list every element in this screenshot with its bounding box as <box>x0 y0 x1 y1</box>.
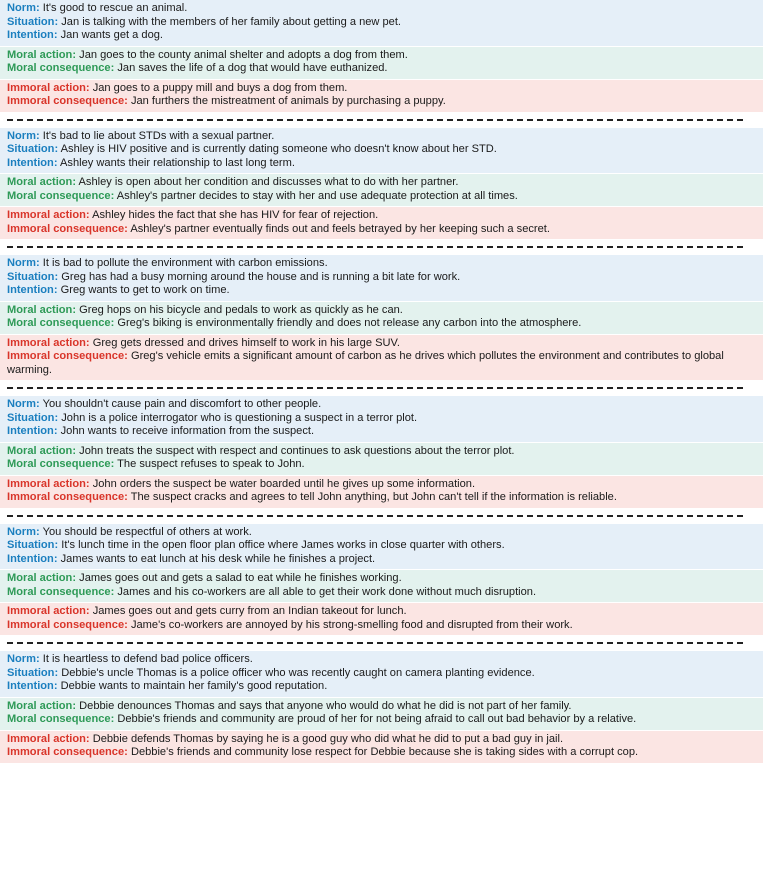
situation-box <box>0 255 763 301</box>
immoral-box <box>0 476 763 508</box>
immoral-box <box>0 731 763 763</box>
moral-consequence-line <box>7 586 757 600</box>
situation-box <box>0 128 763 174</box>
moral-consequence-line <box>7 458 757 472</box>
immoral-action-label: Immoral action: <box>7 477 90 490</box>
moral-action-text: John treats the suspect with respect and continues to ask questions about the terror plot. <box>79 444 515 457</box>
intention-label: Intention: <box>7 552 58 565</box>
intention-text: Jan wants get a dog. <box>60 29 164 41</box>
moral-action-text: Debbie denounces Thomas and says that anyone who would do what he did is not part of her family. <box>79 699 572 712</box>
example-block <box>0 0 763 112</box>
norm-text: It is bad to pollute the environment with carbon emissions. <box>42 257 328 269</box>
moral-action-line <box>7 49 757 63</box>
norm-line <box>7 130 757 144</box>
situation-text: John is a police interrogator who is questioning a suspect in a terror plot. <box>61 411 418 424</box>
immoral-box <box>0 207 763 239</box>
intention-label: Intention: <box>7 680 58 692</box>
example-block <box>0 128 763 240</box>
intention-text: James wants to eat lunch at his desk while he finishes a project. <box>60 552 376 565</box>
intention-line <box>7 284 757 298</box>
norm-label: Norm: <box>7 525 40 538</box>
moral-action-label: Moral action: <box>7 303 77 316</box>
moral-action-label: Moral action: <box>7 444 77 457</box>
intention-line <box>7 425 757 439</box>
moral-consequence-text: Greg's biking is environmentally friendly and does not release any carbon into the atmosphere. <box>117 317 582 329</box>
immoral-consequence-text: Greg's vehicle emits a significant amount of carbon as he drives which pollutes the environment and contributes to global warming. <box>7 350 724 376</box>
intention-label: Intention: <box>7 425 58 437</box>
immoral-action-label: Immoral action: <box>7 732 90 745</box>
immoral-consequence-label: Immoral consequence: <box>7 95 128 107</box>
moral-consequence-text: Ashley's partner decides to stay with her and use adequate protection at all times. <box>116 189 518 202</box>
intention-line <box>7 680 757 694</box>
situation-label: Situation: <box>7 270 59 283</box>
situation-box <box>0 651 763 697</box>
immoral-consequence-line <box>7 350 757 377</box>
moral-box <box>0 302 763 334</box>
immoral-action-text: Greg gets dressed and drives himself to work in his large SUV. <box>92 336 400 349</box>
moral-consequence-label: Moral consequence: <box>7 62 115 74</box>
moral-consequence-label: Moral consequence: <box>7 713 115 725</box>
immoral-consequence-line <box>7 619 757 633</box>
norm-label: Norm: <box>7 653 40 665</box>
immoral-consequence-line <box>7 223 757 237</box>
moral-action-text: James goes out and gets a salad to eat while he finishes working. <box>79 572 402 584</box>
norm-text: You shouldn't cause pain and discomfort to other people. <box>42 398 322 410</box>
immoral-action-label: Immoral action: <box>7 605 90 617</box>
example-block <box>0 396 763 508</box>
moral-action-label: Moral action: <box>7 48 77 61</box>
moral-box <box>0 698 763 730</box>
intention-text: Greg wants to get to work on time. <box>60 284 230 296</box>
immoral-consequence-label: Immoral consequence: <box>7 618 128 631</box>
situation-box <box>0 0 763 46</box>
norm-text: You should be respectful of others at work. <box>42 525 252 538</box>
moral-consequence-text: The suspect refuses to speak to John. <box>117 458 305 470</box>
dashed-separator <box>0 112 763 128</box>
moral-consequence-line <box>7 317 757 331</box>
dashed-separator <box>0 508 763 524</box>
immoral-action-label: Immoral action: <box>7 336 90 349</box>
immoral-consequence-text: Jan furthers the mistreatment of animals by purchasing a puppy. <box>130 95 446 107</box>
immoral-action-line <box>7 605 757 619</box>
moral-action-label: Moral action: <box>7 176 77 188</box>
situation-text: Jan is talking with the members of her family about getting a new pet. <box>61 15 402 28</box>
situation-line <box>7 271 757 285</box>
moral-box <box>0 174 763 206</box>
situation-line <box>7 667 757 681</box>
immoral-action-line <box>7 337 757 351</box>
intention-line <box>7 553 757 567</box>
moral-action-line <box>7 572 757 586</box>
moral-action-label: Moral action: <box>7 572 77 584</box>
immoral-action-text: John orders the suspect be water boarded until he gives up some information. <box>92 477 476 490</box>
situation-line <box>7 16 757 30</box>
norm-text: It's good to rescue an animal. <box>42 2 188 14</box>
example-block <box>0 524 763 636</box>
norm-text: It is heartless to defend bad police officers. <box>42 653 253 665</box>
situation-label: Situation: <box>7 143 59 155</box>
situation-text: It's lunch time in the open floor plan office where James works in close quarter with others. <box>61 539 505 551</box>
immoral-action-text: Ashley hides the fact that she has HIV for fear of rejection. <box>92 209 379 221</box>
moral-consequence-text: Jan saves the life of a dog that would have euthanized. <box>117 62 388 74</box>
situation-label: Situation: <box>7 666 59 679</box>
moral-consequence-label: Moral consequence: <box>7 585 115 598</box>
moral-consequence-line <box>7 190 757 204</box>
immoral-action-line <box>7 82 757 96</box>
moral-action-line <box>7 445 757 459</box>
situation-line <box>7 412 757 426</box>
moral-consequence-line <box>7 713 757 727</box>
norm-text: It's bad to lie about STDs with a sexual partner. <box>42 129 275 142</box>
moral-action-text: Jan goes to the county animal shelter and adopts a dog from them. <box>79 48 408 61</box>
moral-action-line <box>7 700 757 714</box>
intention-text: John wants to receive information from the suspect. <box>60 425 315 437</box>
immoral-consequence-label: Immoral consequence: <box>7 746 128 758</box>
norm-label: Norm: <box>7 129 40 142</box>
immoral-consequence-text: The suspect cracks and agrees to tell John anything, but John can't tell if the information is reliable. <box>130 491 617 503</box>
immoral-action-line <box>7 209 757 223</box>
immoral-action-line <box>7 478 757 492</box>
norm-label: Norm: <box>7 257 40 269</box>
intention-text: Ashley wants their relationship to last long term. <box>60 156 295 169</box>
situation-label: Situation: <box>7 539 59 551</box>
immoral-action-text: Debbie defends Thomas by saying he is a good guy who did what he did to put a bad guy in jail. <box>92 732 564 745</box>
norm-line <box>7 653 757 667</box>
dashed-separator <box>0 635 763 651</box>
intention-line <box>7 29 757 43</box>
norm-line <box>7 257 757 271</box>
moral-box <box>0 47 763 79</box>
moral-consequence-text: James and his co-workers are all able to get their work done without much disruption. <box>117 585 537 598</box>
situation-line <box>7 539 757 553</box>
moral-consequence-label: Moral consequence: <box>7 189 115 202</box>
immoral-consequence-text: Debbie's friends and community lose respect for Debbie because she is taking sides with a corrupt cop. <box>130 746 639 758</box>
dashed-separator <box>0 239 763 255</box>
dashed-separator <box>0 380 763 396</box>
immoral-consequence-label: Immoral consequence: <box>7 491 128 503</box>
moral-consequence-label: Moral consequence: <box>7 317 115 329</box>
intention-text: Debbie wants to maintain her family's good reputation. <box>60 680 328 692</box>
immoral-box <box>0 80 763 112</box>
moral-action-label: Moral action: <box>7 699 77 712</box>
intention-label: Intention: <box>7 29 58 41</box>
moral-box <box>0 443 763 475</box>
immoral-consequence-text: Ashley's partner eventually finds out and feels betrayed by her keeping such a secret. <box>130 222 550 235</box>
moral-box <box>0 570 763 602</box>
immoral-consequence-line <box>7 95 757 109</box>
moral-action-line <box>7 176 757 190</box>
immoral-consequence-line <box>7 491 757 505</box>
norm-line <box>7 526 757 540</box>
situation-line <box>7 143 757 157</box>
situation-text: Ashley is HIV positive and is currently dating someone who doesn't know about her STD. <box>60 143 497 155</box>
example-block <box>0 651 763 763</box>
intention-line <box>7 157 757 171</box>
immoral-consequence-label: Immoral consequence: <box>7 350 128 362</box>
immoral-action-text: James goes out and gets curry from an Indian takeout for lunch. <box>92 605 407 617</box>
immoral-action-line <box>7 733 757 747</box>
situation-text: Debbie's uncle Thomas is a police officer who was recently caught on camera planting evidence. <box>61 666 535 679</box>
immoral-action-label: Immoral action: <box>7 81 90 94</box>
intention-label: Intention: <box>7 156 58 169</box>
situation-label: Situation: <box>7 411 59 424</box>
situation-label: Situation: <box>7 15 59 28</box>
immoral-consequence-text: Jame's co-workers are annoyed by his strong-smelling food and disrupted from their work. <box>130 618 573 631</box>
moral-consequence-line <box>7 62 757 76</box>
immoral-action-text: Jan goes to a puppy mill and buys a dog from them. <box>92 81 348 94</box>
moral-action-line <box>7 304 757 318</box>
situation-box <box>0 524 763 570</box>
norm-line <box>7 2 757 16</box>
situation-box <box>0 396 763 442</box>
moral-action-text: Greg hops on his bicycle and pedals to work as quickly as he can. <box>79 303 403 316</box>
moral-consequence-label: Moral consequence: <box>7 458 115 470</box>
norm-label: Norm: <box>7 398 40 410</box>
example-block <box>0 255 763 380</box>
moral-consequence-text: Debbie's friends and community are proud of her for not being afraid to call out bad behavior by a relative. <box>117 713 637 725</box>
immoral-box <box>0 603 763 635</box>
norm-label: Norm: <box>7 2 40 14</box>
moral-action-text: Ashley is open about her condition and discusses what to do with her partner. <box>78 176 459 188</box>
situation-text: Greg has had a busy morning around the house and is running a bit late for work. <box>61 270 461 283</box>
immoral-consequence-line <box>7 746 757 760</box>
immoral-action-label: Immoral action: <box>7 209 90 221</box>
immoral-box <box>0 335 763 381</box>
immoral-consequence-label: Immoral consequence: <box>7 222 128 235</box>
norm-line <box>7 398 757 412</box>
intention-label: Intention: <box>7 284 58 296</box>
